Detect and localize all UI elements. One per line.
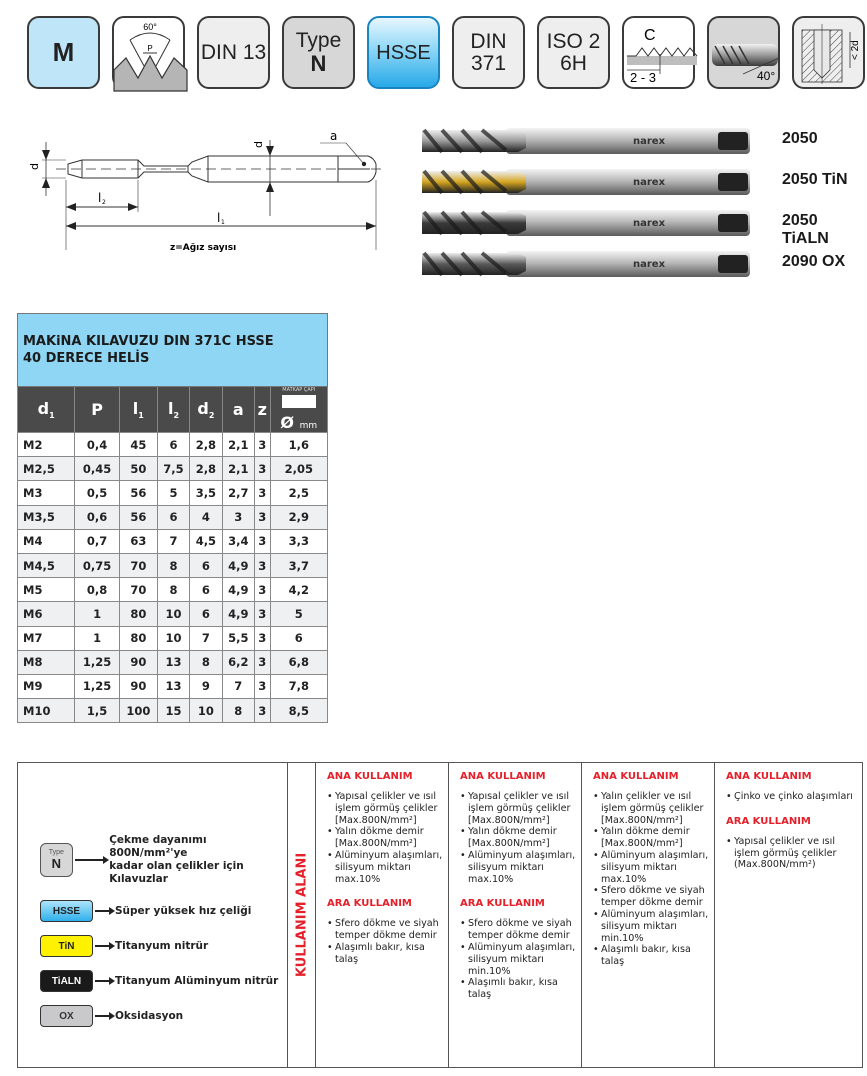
main-usage-title: ANA KULLANIM (726, 771, 812, 782)
table-cell: 6 (270, 626, 327, 650)
table-cell: 7 (157, 529, 189, 553)
usage-item: • Yalın dökme demir [Max.800N/mm²] (593, 826, 714, 850)
usage-item: • Yapısal çelikler ve ısıl işlem görmüş çelikler [Max.800N/mm²] (327, 791, 448, 826)
tialn-chip: TiALN (40, 970, 93, 992)
table-row (18, 481, 328, 505)
table-cell: 6 (190, 602, 222, 626)
standard-din371-icon: DIN 371 (452, 16, 525, 89)
table-cell: 9 (190, 674, 222, 698)
table-cell: 6 (190, 578, 222, 602)
col-header: $d_1$ (18, 387, 75, 433)
table-cell: 4,9 (222, 602, 254, 626)
blind-hole-graphic (794, 18, 867, 91)
main-usage-list (327, 791, 448, 885)
l1-label: l (217, 211, 221, 225)
table-cell: 1 (75, 626, 120, 650)
main-usage-title: ANA KULLANIM (593, 771, 679, 782)
table-cell: 1 (75, 602, 120, 626)
table-cell: 2,1 (222, 457, 254, 481)
col-header: z (254, 387, 270, 433)
usage-item: • Yalın dökme demir [Max.800N/mm²] (327, 826, 448, 850)
thread-profile-graphic (114, 18, 187, 91)
usage-column (316, 763, 449, 1067)
coating-legend (18, 763, 288, 1067)
col-header: a (222, 387, 254, 433)
table-row (18, 602, 328, 626)
table-cell: M3 (18, 481, 75, 505)
table-cell: 3,7 (270, 553, 327, 577)
type-n-chip: Type N (40, 843, 73, 877)
table-cell: 13 (157, 674, 189, 698)
usage-item: • Çinko ve çinko alaşımları (726, 791, 862, 803)
table-cell: 0,7 (75, 529, 120, 553)
d1-label: d (28, 163, 41, 170)
usage-item: • Alüminyum alaşımları, silisyum miktarı max.10% (327, 850, 448, 885)
table-cell: M8 (18, 650, 75, 674)
usage-item: • Alüminyum alaşımları, silisyum miktarı min.10% (593, 909, 714, 944)
usage-column (582, 763, 715, 1067)
tap-dimension-drawing (20, 129, 400, 270)
drill-diameter-header: MATKAP ÇAPI Ø mm (270, 387, 327, 433)
table-row (18, 699, 328, 723)
table-cell: 3 (254, 602, 270, 626)
table-cell: 2,05 (270, 457, 327, 481)
table-cell: M4,5 (18, 553, 75, 577)
svg-text:C: C (644, 27, 656, 44)
table-cell: 80 (119, 602, 157, 626)
usage-item: • Yapısal çelikler ve ısıl işlem görmüş çelikler [Max.800N/mm²] (460, 791, 581, 826)
table-row (18, 529, 328, 553)
svg-text:narex: narex (633, 177, 666, 188)
table-cell: 8,5 (270, 699, 327, 723)
spiral-flute-40-icon (707, 16, 780, 89)
svg-text:2: 2 (102, 199, 106, 206)
table-body (18, 433, 328, 723)
thread-profile-60-icon (112, 16, 185, 89)
usage-item: • Sfero dökme ve siyah temper dökme demir (593, 885, 714, 909)
usage-area-label: KULLANIM ALANI (288, 763, 316, 1067)
table-cell: 2,1 (222, 433, 254, 457)
table-cell: 3 (254, 433, 270, 457)
secondary-usage-list (327, 918, 448, 965)
product-row (418, 122, 858, 160)
table-cell: 8 (190, 650, 222, 674)
usage-item: • Yalın çelikler ve ısıl işlem görmüş çelikler [Max.800N/mm²] (593, 791, 714, 826)
table-cell: 13 (157, 650, 189, 674)
table-cell: 2,7 (222, 481, 254, 505)
secondary-usage-list (726, 836, 862, 871)
chamfer-form-c-icon (622, 16, 695, 89)
table-cell: 7,8 (270, 674, 327, 698)
type-n-icon: Type N (282, 16, 355, 89)
pitch-label: P (147, 44, 153, 53)
tap-image (418, 122, 758, 160)
table-cell: M2,5 (18, 457, 75, 481)
main-usage-list (460, 791, 581, 885)
svg-text:< 2d: < 2d (850, 40, 861, 60)
table-cell: M4 (18, 529, 75, 553)
product-code: 2050 TiN (782, 171, 848, 188)
usage-item: • Alüminyum alaşımları, silisyum miktarı max.10% (460, 850, 581, 885)
table-cell: 7 (222, 674, 254, 698)
table-cell: 0,4 (75, 433, 120, 457)
table-cell: 70 (119, 578, 157, 602)
table-cell: 3 (254, 626, 270, 650)
usage-column (449, 763, 582, 1067)
product-code: 2050 TiALN (782, 212, 829, 247)
usage-item: • Alaşımlı bakır, kısa talaş (460, 977, 581, 1001)
main-usage-list (726, 791, 862, 803)
table-cell: 3 (254, 553, 270, 577)
table-cell: 3 (254, 578, 270, 602)
usage-item: • Yalın dökme demir [Max.800N/mm²] (460, 826, 581, 850)
table-cell: 3 (254, 457, 270, 481)
table-cell: 3 (254, 650, 270, 674)
tap-image (418, 204, 758, 242)
table-cell: 1,25 (75, 650, 120, 674)
hsse-material-icon: HSSE (367, 16, 440, 89)
table-cell: 6,2 (222, 650, 254, 674)
table-cell: 2,8 (190, 433, 222, 457)
table-cell: 8 (157, 553, 189, 577)
col-header: $d_2$ (190, 387, 222, 433)
table-row (18, 433, 328, 457)
table-cell: 0,8 (75, 578, 120, 602)
table-row (18, 578, 328, 602)
usage-item: • Alaşımlı bakır, kısa talaş (593, 944, 714, 968)
usage-item: • Sfero dökme ve siyah temper dökme demir (460, 918, 581, 942)
table-cell: 56 (119, 481, 157, 505)
tin-chip: TiN (40, 935, 93, 957)
table-cell: 80 (119, 626, 157, 650)
table-cell: 4,2 (270, 578, 327, 602)
table-row (18, 553, 328, 577)
product-code: 2090 OX (782, 253, 846, 270)
table-cell: 4 (190, 505, 222, 529)
table-cell: 50 (119, 457, 157, 481)
table-cell: 45 (119, 433, 157, 457)
table-cell: 3,3 (270, 529, 327, 553)
blind-hole-depth-icon (792, 16, 865, 89)
usage-item: • Alüminyum alaşımları, silisyum miktarı max.10% (593, 850, 714, 885)
table-cell: 3 (254, 699, 270, 723)
table-cell: M3,5 (18, 505, 75, 529)
tap-image (418, 245, 758, 283)
d2-label: d (252, 141, 265, 148)
table-cell: 3 (254, 529, 270, 553)
tap-image (418, 163, 758, 201)
secondary-usage-title: ARA KULLANIM (327, 898, 412, 910)
arrow-icon (95, 1015, 113, 1017)
svg-text:narex: narex (633, 259, 666, 270)
table-cell: 8 (157, 578, 189, 602)
svg-text:narex: narex (633, 136, 666, 147)
col-header: P (75, 387, 120, 433)
feature-icons-row (27, 16, 865, 89)
table-row (18, 626, 328, 650)
l2-label: l (98, 191, 102, 205)
table-row (18, 505, 328, 529)
svg-text:2 - 3: 2 - 3 (630, 70, 657, 85)
table-cell: 3,4 (222, 529, 254, 553)
product-row (418, 163, 858, 201)
table-cell: 0,5 (75, 481, 120, 505)
table-cell: 1,25 (75, 674, 120, 698)
table-cell: 100 (119, 699, 157, 723)
angle-label: 60° (143, 22, 157, 32)
table-cell: 5 (157, 481, 189, 505)
table-cell: 6,8 (270, 650, 327, 674)
secondary-usage-title: ARA KULLANIM (726, 815, 811, 827)
table-row (18, 457, 328, 481)
svg-text:40°: 40° (757, 69, 776, 83)
table-cell: 70 (119, 553, 157, 577)
usage-item: • Alaşımlı bakır, kısa talaş (327, 942, 448, 966)
table-cell: 10 (157, 602, 189, 626)
arrow-icon (75, 859, 108, 861)
table-cell: 3 (222, 505, 254, 529)
table-cell: 4,5 (190, 529, 222, 553)
table-cell: 90 (119, 650, 157, 674)
table-cell: 7,5 (157, 457, 189, 481)
drill-icon (282, 395, 316, 408)
table-cell: 5 (270, 602, 327, 626)
usage-item: • Yapısal çelikler ve ısıl işlem görmüş çelikler (Max.800N/mm²) (726, 836, 862, 871)
standard-din13-icon: DIN 13 (197, 16, 270, 89)
main-usage-title: ANA KULLANIM (460, 771, 546, 782)
table-cell: 0,45 (75, 457, 120, 481)
table-cell: 1,6 (270, 433, 327, 457)
table-cell: 3,5 (190, 481, 222, 505)
table-cell: M9 (18, 674, 75, 698)
table-cell: 6 (157, 505, 189, 529)
product-variants (418, 122, 858, 286)
svg-text:narex: narex (633, 218, 666, 229)
table-cell: 3 (254, 505, 270, 529)
table-title: MAKiNA KILAVUZU DIN 371C HSSE 40 DERECE HELİS (18, 314, 328, 387)
main-usage-list (593, 791, 714, 968)
table-cell: 5,5 (222, 626, 254, 650)
col-header: $l_1$ (119, 387, 157, 433)
table-cell: 90 (119, 674, 157, 698)
product-row (418, 245, 858, 283)
spec-table (17, 313, 328, 723)
table-cell: 2,9 (270, 505, 327, 529)
table-cell: 2,8 (190, 457, 222, 481)
usage-item: • Sfero dökme ve siyah temper dökme demir (327, 918, 448, 942)
table-row (18, 674, 328, 698)
table-cell: 4,9 (222, 578, 254, 602)
drawing-caption: z=Ağız sayısı (170, 243, 237, 253)
secondary-usage-list (460, 918, 581, 1001)
table-header-row (18, 387, 328, 433)
table-cell: M6 (18, 602, 75, 626)
a-label: a (330, 129, 338, 143)
col-header: $l_2$ (157, 387, 189, 433)
usage-item: • Alüminyum alaşımları, silisyum miktarı min.10% (460, 942, 581, 977)
table-cell: 6 (190, 553, 222, 577)
table-cell: 56 (119, 505, 157, 529)
table-cell: 15 (157, 699, 189, 723)
table-cell: 3 (254, 674, 270, 698)
table-row (18, 650, 328, 674)
main-usage-title: ANA KULLANIM (327, 771, 413, 782)
arrow-icon (95, 980, 113, 982)
secondary-usage-title: ARA KULLANIM (460, 898, 545, 910)
table-cell: M10 (18, 699, 75, 723)
tolerance-class-icon: ISO 2 6H (537, 16, 610, 89)
usage-panel (17, 762, 863, 1068)
table-cell: M5 (18, 578, 75, 602)
ox-chip: OX (40, 1005, 93, 1027)
table-cell: 1,5 (75, 699, 120, 723)
legend-item: HSSE Süper yüksek hız çeliği (40, 900, 287, 922)
hsse-chip: HSSE (40, 900, 93, 922)
svg-text:1: 1 (221, 219, 225, 226)
table-cell: 10 (157, 626, 189, 650)
usage-column (715, 763, 862, 1067)
table-cell: 0,6 (75, 505, 120, 529)
legend-item: Type N Çekme dayanımı 800N/mm²'ye kadar olan çelikler için Kılavuzlar (40, 834, 287, 886)
metric-thread-icon: M (27, 16, 100, 89)
table-cell: 4,9 (222, 553, 254, 577)
chamfer-graphic (624, 18, 697, 91)
arrow-icon (95, 945, 113, 947)
arrow-icon (95, 910, 113, 912)
product-code: 2050 (782, 130, 818, 147)
table-cell: 8 (222, 699, 254, 723)
table-cell: M2 (18, 433, 75, 457)
product-row (418, 204, 858, 247)
legend-item: OX Oksidasyon (40, 1005, 287, 1027)
table-cell: 6 (157, 433, 189, 457)
spiral-flute-graphic (709, 18, 782, 91)
table-cell: M7 (18, 626, 75, 650)
table-cell: 7 (190, 626, 222, 650)
table-cell: 10 (190, 699, 222, 723)
legend-item: TiALN Titanyum Alüminyum nitrür (40, 970, 287, 992)
legend-item: TiN Titanyum nitrür (40, 935, 287, 957)
table-cell: 63 (119, 529, 157, 553)
table-cell: 3 (254, 481, 270, 505)
table-cell: 2,5 (270, 481, 327, 505)
table-cell: 0,75 (75, 553, 120, 577)
